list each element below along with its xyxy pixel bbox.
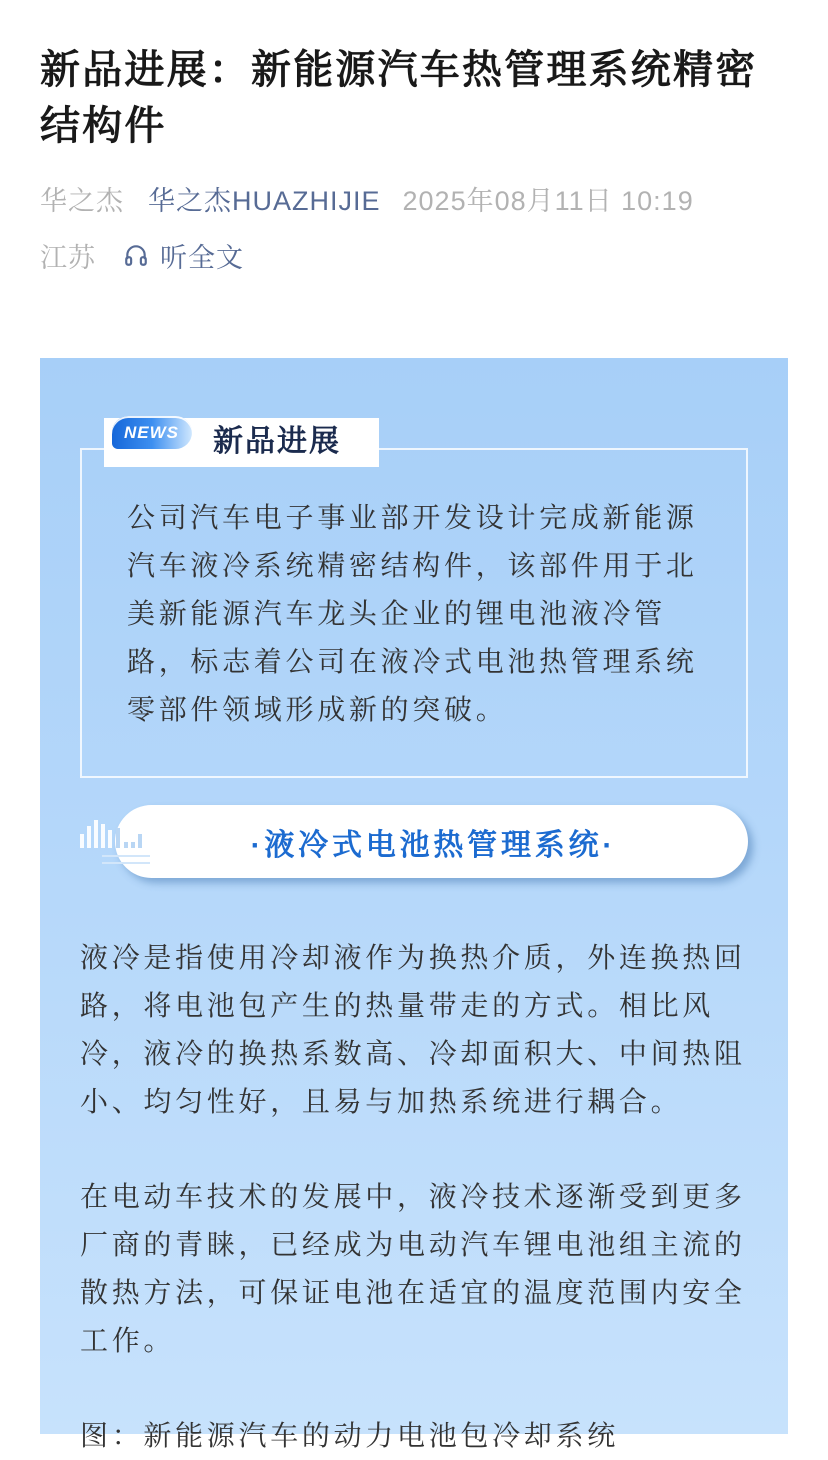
bar bbox=[108, 830, 112, 848]
headphones-icon bbox=[123, 242, 149, 268]
author-name: 华之杰 bbox=[40, 185, 124, 216]
article-meta-secondary bbox=[40, 235, 244, 275]
body-paragraph: 液冷是指使用冷却液作为换热介质，外连换热回路，将电池包产生的热量带走的方式。相比风冷，液冷的换热系数高、冷却面积大、中间热阻小、均匀性好，且易与加热系统进行耦合。 bbox=[80, 942, 746, 1117]
bar bbox=[116, 828, 120, 848]
article-content-panel bbox=[40, 358, 788, 1451]
bar bbox=[131, 842, 135, 848]
bar bbox=[87, 826, 91, 848]
section-title: ·液冷式电池热管理系统· bbox=[250, 828, 617, 862]
article-title: 新品进展：新能源汽车热管理系统精密结构件 bbox=[40, 48, 758, 148]
left-earcup bbox=[126, 257, 131, 265]
bar bbox=[80, 834, 84, 848]
bar bbox=[138, 834, 142, 848]
location: 江苏 bbox=[40, 242, 96, 273]
section-header bbox=[115, 805, 748, 878]
publish-time: 2025年08月11日 10:19 bbox=[402, 185, 694, 216]
image-caption: 图：新能源汽车的动力电池包冷却系统 bbox=[80, 1420, 619, 1451]
body-paragraph: 在电动车技术的发展中，液冷技术逐渐受到更多厂商的青睐，已经成为电动汽车锂电池组主流的散热方法，可保证电池在适宜的温度范围内安全工作。 bbox=[80, 1181, 746, 1356]
intro-text: 公司汽车电子事业部开发设计完成新能源汽车液冷系统精密结构件，该部件用于北美新能源汽车龙头企业的锂电池液冷管路，标志着公司在液冷式电池热管理系统零部件领域形成新的突破。 bbox=[127, 502, 698, 725]
account-link[interactable]: 华之杰HUAZHIJIE bbox=[148, 185, 381, 216]
bar bbox=[94, 820, 98, 848]
intro-label-text: 新品进展 bbox=[213, 425, 341, 458]
bar bbox=[124, 842, 128, 848]
article-meta bbox=[40, 178, 694, 218]
right-earcup bbox=[141, 257, 146, 265]
listen-button[interactable] bbox=[123, 236, 244, 275]
listen-label: 听全文 bbox=[160, 242, 244, 273]
bar bbox=[101, 824, 105, 848]
news-badge: NEWS bbox=[112, 416, 192, 449]
sound-bars-icon bbox=[78, 815, 152, 868]
